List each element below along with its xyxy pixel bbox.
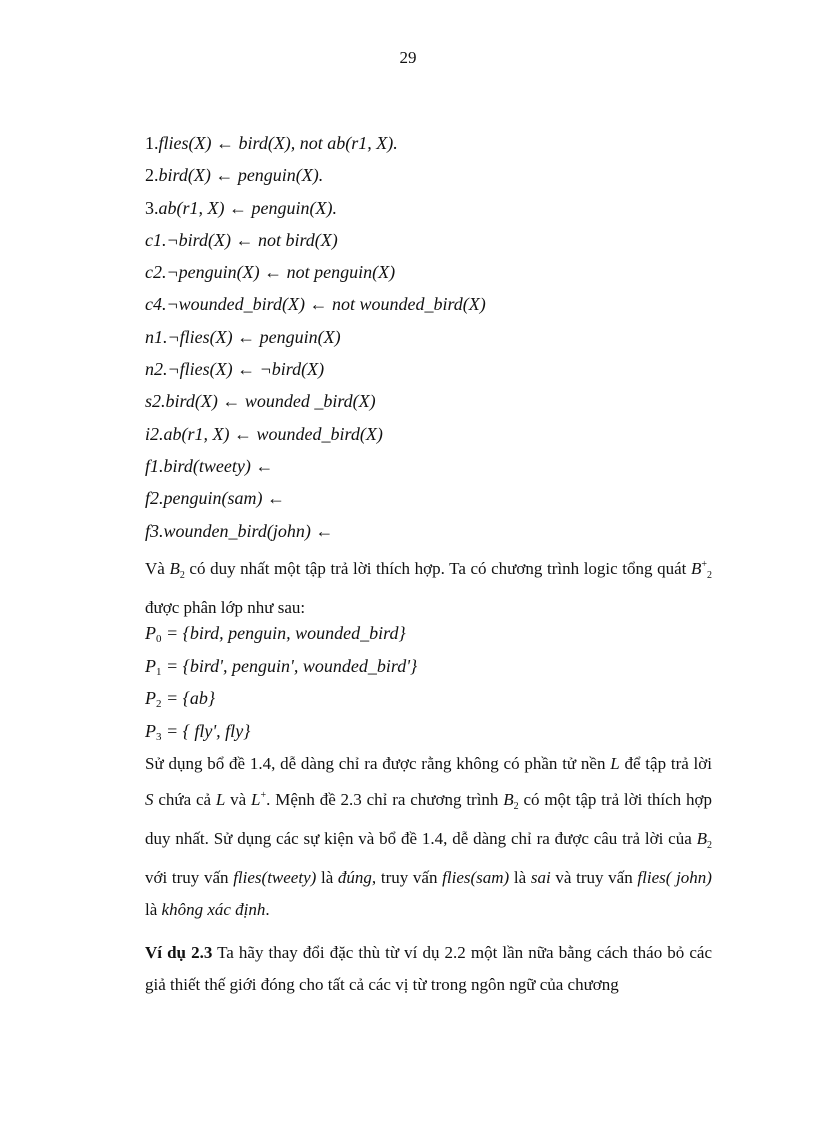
- text: là: [145, 900, 162, 919]
- set-members: = {bird, penguin, wounded_bird}: [161, 623, 406, 643]
- rule-2: [145, 159, 745, 191]
- rule-1: [145, 127, 745, 159]
- text: , truy vấn: [371, 868, 443, 887]
- rule-s2: [145, 385, 745, 417]
- query-tweety: flies(tweety): [233, 868, 317, 887]
- text: có một tập trả lời thích hợp duy nhất. Sử dụng các sự kiện và bổ đề 1.4, dễ dàng chỉ ra được câu trả lời của: [145, 790, 712, 848]
- set-symbol: P: [145, 720, 156, 741]
- math-sup: +: [701, 559, 708, 570]
- rule-body: ab(r1, X) ← wounded_bird(X): [163, 423, 383, 444]
- math-sub: 2: [707, 840, 712, 851]
- rule-body: ¬bird(X) ← not bird(X): [166, 229, 338, 250]
- answer-false: sai: [530, 868, 551, 887]
- rule-body: ¬flies(X) ← ¬bird(X): [167, 359, 325, 380]
- text: có duy nhất một tập trả lời thích hợp. Ta có chương trình logic tổng quát: [184, 559, 691, 578]
- rule-label: 3.: [145, 197, 159, 218]
- rule-label: 1.: [145, 133, 159, 153]
- text: và: [225, 790, 252, 809]
- rule-label: n1.: [145, 326, 168, 347]
- rule-list: [145, 127, 745, 547]
- rule-body: bird(tweety) ←: [163, 455, 274, 476]
- rule-f2: [145, 482, 745, 514]
- text: với truy vấn: [145, 868, 234, 887]
- text: .: [265, 900, 270, 919]
- set-members: = { fly', fly}: [161, 720, 251, 741]
- rule-body: flies(X) ← bird(X), not ab(r1, X).: [158, 133, 398, 153]
- rule-label: n2.: [145, 359, 168, 380]
- math-sup: +: [260, 790, 267, 801]
- rule-body: wounden_bird(john) ←: [163, 520, 334, 541]
- set-symbol: P: [145, 623, 156, 643]
- math-b: B: [696, 829, 707, 848]
- rule-f1: [145, 450, 745, 482]
- set-p0: [145, 617, 705, 650]
- set-index: 3: [156, 730, 162, 743]
- set-symbol: P: [145, 688, 156, 708]
- rule-body: bird(X) ← penguin(X).: [158, 165, 324, 186]
- text: là: [316, 868, 338, 887]
- text: được phân lớp như sau:: [145, 598, 306, 617]
- partition-sets: [145, 617, 705, 747]
- rule-body: penguin(sam) ←: [163, 488, 285, 509]
- set-members: = {bird', penguin', wounded_bird'}: [161, 655, 418, 676]
- text: Và: [145, 559, 170, 578]
- answer-true: đúng: [337, 868, 372, 887]
- math-l: L: [215, 790, 226, 809]
- math-l: L: [610, 754, 620, 773]
- rule-f3: [145, 515, 745, 547]
- rule-body: ab(r1, X) ← penguin(X).: [158, 197, 337, 218]
- rule-label: f1.: [145, 455, 164, 476]
- rule-n1: [145, 321, 745, 353]
- query-john: flies( john): [637, 868, 712, 887]
- set-symbol: P: [145, 655, 156, 676]
- rule-c1: [145, 224, 745, 256]
- query-sam: flies(sam): [442, 868, 510, 887]
- math-sub: 2: [513, 801, 519, 812]
- rule-c4: [145, 288, 745, 320]
- set-index: 2: [156, 698, 162, 710]
- paragraph-example-2-3: [145, 937, 712, 1001]
- text: Sử dụng bổ đề 1.4, dễ dàng chỉ ra được rằng không có phần tử nền: [145, 754, 611, 773]
- text: để tập trả lời: [619, 754, 712, 773]
- rule-body: ¬penguin(X) ← not penguin(X): [166, 262, 396, 283]
- text: là: [509, 868, 531, 887]
- set-index: 0: [156, 633, 162, 645]
- set-p2: [145, 682, 705, 715]
- math-sub: 2: [179, 570, 185, 581]
- rule-i2: [145, 418, 745, 450]
- math-l: L: [251, 790, 261, 809]
- rule-label: c1.: [145, 229, 167, 250]
- rule-body: ¬wounded_bird(X) ← not wounded_bird(X): [166, 294, 486, 315]
- rule-body: bird(X) ← wounded _bird(X): [165, 391, 376, 412]
- text: và truy vấn: [550, 868, 638, 887]
- answer-undetermined: không xác định: [161, 900, 266, 919]
- text: . Mệnh đề 2.3 chỉ ra chương trình: [266, 790, 504, 809]
- math-b: B: [690, 559, 702, 578]
- rule-n2: [145, 353, 745, 385]
- set-index: 1: [156, 665, 162, 678]
- set-p1: [145, 650, 705, 683]
- set-members: = {ab}: [161, 688, 216, 708]
- rule-label: f2.: [145, 488, 164, 509]
- math-sub: 2: [707, 570, 713, 581]
- example-heading: Ví dụ 2.3: [145, 943, 213, 962]
- rule-c2: [145, 256, 745, 288]
- math-s: S: [145, 790, 154, 809]
- rule-label: c2.: [145, 262, 167, 283]
- paragraph-lemma: [145, 748, 712, 926]
- math-b: B: [169, 559, 180, 578]
- text: Ta hãy thay đổi đặc thù từ ví dụ 2.2 một lần nữa bằng cách tháo bỏ các giả thiết thế giới đóng cho tất cả các vị từ trong ngôn ngữ của chương: [145, 943, 712, 994]
- set-p3: [145, 715, 705, 748]
- text: chứa cả: [153, 790, 216, 809]
- rule-label: f3.: [145, 520, 164, 541]
- rule-label: i2.: [145, 423, 164, 444]
- paragraph-program-intro: [145, 549, 712, 624]
- rule-label: s2.: [145, 391, 166, 412]
- math-b: B: [503, 790, 514, 809]
- rule-body: ¬flies(X) ← penguin(X): [167, 326, 341, 347]
- rule-label: c4.: [145, 294, 167, 315]
- rule-label: 2.: [145, 165, 159, 186]
- page-number: 29: [399, 48, 417, 67]
- rule-3: [145, 192, 745, 224]
